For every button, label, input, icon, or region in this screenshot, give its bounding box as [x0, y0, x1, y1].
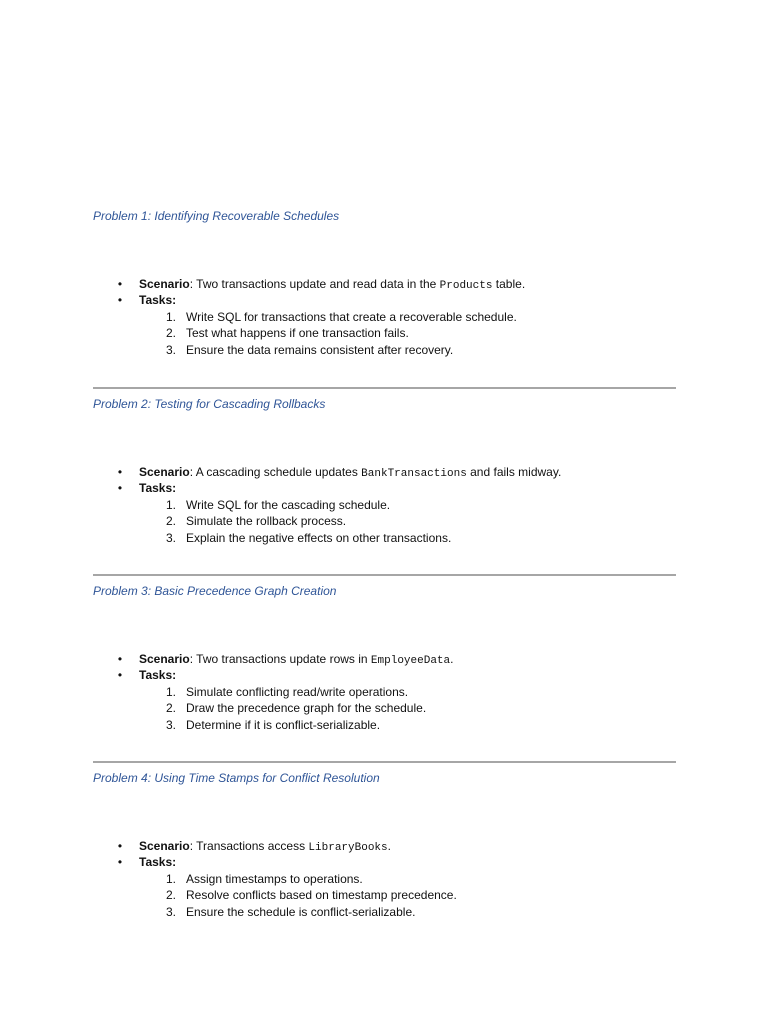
task-item — [93, 325, 676, 341]
task-number: 2. — [165, 701, 176, 716]
task-item — [93, 700, 676, 716]
task-item — [93, 309, 676, 325]
tasks-item — [93, 854, 676, 870]
bullet-icon: • — [117, 839, 123, 853]
problem-3-section — [93, 583, 676, 732]
task-text: Draw the precedence graph for the schedule. — [186, 701, 427, 716]
scenario-label: Scenario — [139, 839, 190, 853]
problem-1-section — [93, 208, 676, 357]
task-number: 3. — [165, 717, 176, 732]
problem-title: Problem 3: Basic Precedence Graph Creation — [93, 584, 337, 598]
task-item — [93, 530, 676, 546]
scenario-code: EmployeeData — [370, 655, 451, 667]
task-text: Simulate conflicting read/write operations. — [186, 684, 409, 699]
task-item — [93, 497, 676, 513]
scenario-post: . — [387, 839, 391, 853]
task-number: 1. — [165, 871, 176, 886]
bullet-icon: • — [117, 277, 123, 291]
task-text: Resolve conflicts based on timestamp precedence. — [186, 888, 457, 903]
bullet-icon: • — [117, 668, 123, 683]
problem-4-section — [93, 770, 676, 919]
task-number: 3. — [165, 530, 176, 545]
task-text: Explain the negative effects on other transactions. — [186, 530, 452, 545]
scenario-code: BankTransactions — [361, 468, 467, 480]
scenario-item — [93, 464, 676, 480]
section-divider — [93, 761, 676, 763]
scenario-label: Scenario — [139, 277, 190, 291]
bullet-icon: • — [117, 481, 123, 496]
tasks-label: Tasks: — [139, 293, 177, 308]
scenario-post: table. — [492, 277, 526, 291]
problem-title: Problem 4: Using Time Stamps for Conflict Resolution — [93, 771, 380, 785]
task-number: 2. — [165, 514, 176, 529]
tasks-item — [93, 480, 676, 496]
bullet-icon: • — [117, 465, 123, 479]
section-divider — [93, 574, 676, 576]
scenario-pre: : A cascading schedule updates — [189, 465, 362, 479]
problem-title: Problem 2: Testing for Cascading Rollbacks — [93, 397, 326, 411]
task-text: Write SQL for the cascading schedule. — [186, 497, 391, 512]
task-text: Determine if it is conflict-serializable. — [186, 717, 381, 732]
task-text: Write SQL for transactions that create a recoverable schedule. — [186, 309, 517, 324]
scenario-item — [93, 838, 676, 854]
problem-content — [93, 464, 676, 546]
problem-content — [93, 651, 676, 733]
task-number: 3. — [165, 904, 176, 919]
task-text: Ensure the data remains consistent after recovery. — [186, 342, 454, 357]
problem-2-section — [93, 396, 676, 545]
task-number: 1. — [165, 309, 176, 324]
task-text: Assign timestamps to operations. — [186, 871, 363, 886]
problem-content — [93, 276, 676, 358]
section-divider — [93, 387, 676, 389]
task-text: Ensure the schedule is conflict-serializable. — [186, 904, 416, 919]
scenario-label: Scenario — [139, 465, 190, 479]
task-number: 1. — [165, 684, 176, 699]
tasks-item — [93, 667, 676, 683]
task-number: 3. — [165, 342, 176, 357]
task-item — [93, 342, 676, 358]
problem-title: Problem 1: Identifying Recoverable Schedules — [93, 209, 340, 223]
scenario-code: LibraryBooks — [308, 842, 388, 854]
task-item — [93, 513, 676, 529]
task-item — [93, 684, 676, 700]
task-text: Test what happens if one transaction fails. — [186, 326, 409, 341]
task-item — [93, 887, 676, 903]
tasks-label: Tasks: — [139, 481, 177, 496]
scenario-pre: : Two transactions update and read data in the — [189, 277, 440, 291]
scenario-item — [93, 276, 676, 292]
tasks-label: Tasks: — [139, 855, 177, 870]
tasks-label: Tasks: — [139, 668, 177, 683]
scenario-pre: : Transactions access — [189, 839, 309, 853]
scenario-post: and fails midway. — [466, 465, 562, 479]
problem-content — [93, 838, 676, 920]
task-number: 2. — [165, 888, 176, 903]
task-number: 2. — [165, 326, 176, 341]
task-item — [93, 717, 676, 733]
scenario-item — [93, 651, 676, 667]
bullet-icon: • — [117, 855, 123, 870]
scenario-pre: : Two transactions update rows in — [189, 652, 371, 666]
scenario-post: . — [450, 652, 454, 666]
task-item — [93, 871, 676, 887]
bullet-icon: • — [117, 652, 123, 666]
tasks-item — [93, 292, 676, 308]
task-item — [93, 904, 676, 920]
scenario-label: Scenario — [139, 652, 190, 666]
bullet-icon: • — [117, 293, 123, 308]
scenario-code: Products — [439, 280, 493, 292]
task-text: Simulate the rollback process. — [186, 514, 347, 529]
task-number: 1. — [165, 497, 176, 512]
